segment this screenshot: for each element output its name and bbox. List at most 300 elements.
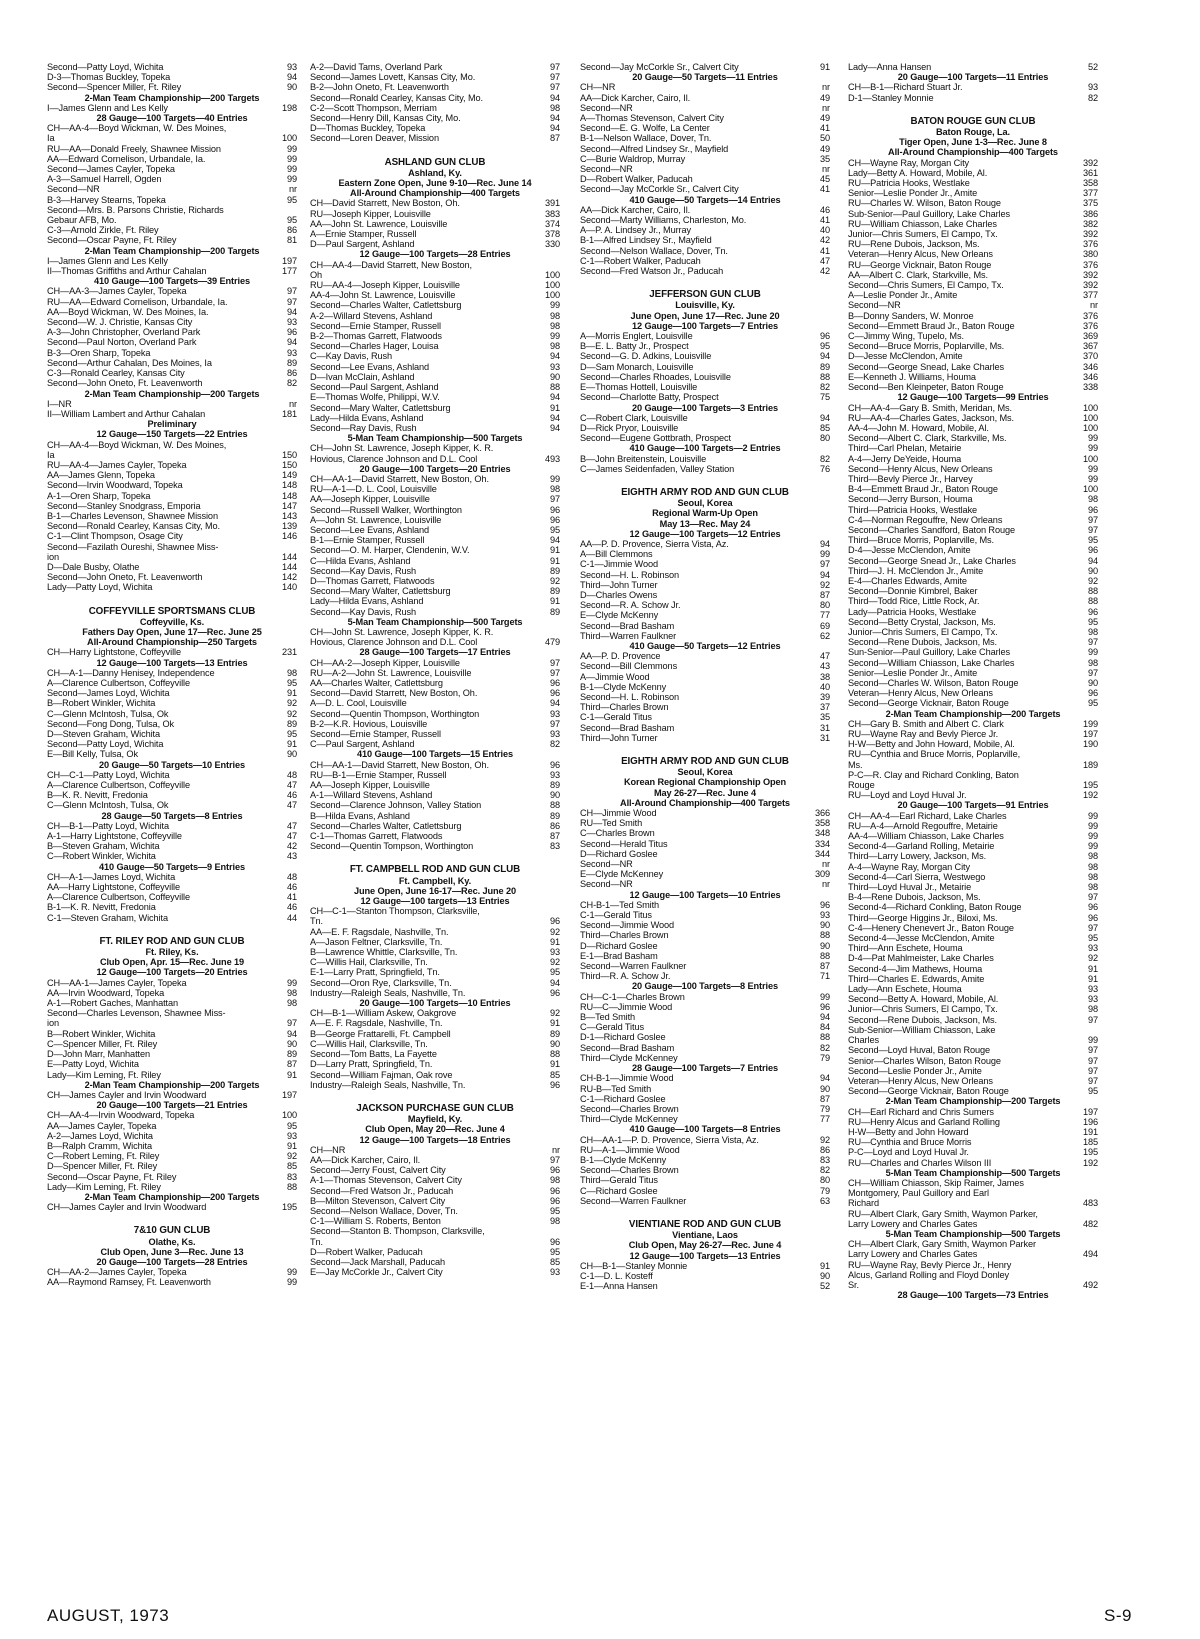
shooter-entry: AA—Irvin Woodward, Topeka: [47, 987, 165, 998]
shooter-entry: D—Thomas Buckley, Topeka: [310, 123, 426, 134]
result-row: [47, 1202, 297, 1212]
score: 93: [1087, 943, 1098, 954]
shooter-entry: C-3—Arnold Zirkle, Ft. Riley: [47, 225, 159, 236]
result-row: [848, 658, 1098, 668]
score: 96: [819, 1001, 830, 1012]
score: 50: [819, 133, 830, 144]
shooter-entry: D—Ivan McClain, Ashland: [310, 371, 415, 382]
shooter-entry: Second—Patty Loyd, Wichita: [47, 739, 164, 750]
result-row: [848, 943, 1098, 953]
result-row: [848, 423, 1098, 433]
result-row: [848, 474, 1098, 484]
score: 85: [819, 422, 830, 433]
score: 89: [286, 357, 297, 368]
shooter-entry: Second—Leslie Ponder Jr., Amite: [848, 1065, 982, 1076]
score: 99: [1087, 443, 1098, 454]
shooter-entry: B—Robert Winkler, Wichita: [47, 698, 156, 709]
shooter-entry: Second—Albert C. Clark, Starkville, Ms.: [848, 433, 1007, 444]
shooter-entry: Second—NR: [580, 102, 633, 113]
score: 92: [1087, 953, 1098, 964]
score: 100: [281, 1110, 297, 1121]
score: 377: [1082, 188, 1098, 199]
score: 99: [286, 1277, 297, 1288]
shooter-entry: C—Robert Leming, Ft. Riley: [47, 1151, 160, 1162]
score: 97: [1087, 922, 1098, 933]
score: 94: [549, 351, 560, 362]
result-row: [580, 849, 830, 859]
shooter-entry: II—William Lambert and Arthur Cahalan: [47, 408, 206, 419]
shooter-entry: Lady—Kim Leming, Ft. Riley: [47, 1181, 161, 1192]
shooter-entry: Second—Ernie Stamper, Russell: [310, 729, 441, 739]
shooter-entry: A-3—Samuel Harrell, Ogden: [47, 174, 162, 185]
score: 99: [1087, 647, 1098, 658]
event-subheading: 12 Gauge—100 Targets—13 Entries: [629, 1250, 781, 1261]
shooter-entry: Second—James Cayler, Topeka: [47, 164, 175, 175]
shooter-entry: E—Clyde McKenny: [580, 610, 659, 621]
shooter-entry: CH—NR: [310, 1144, 346, 1155]
result-row: [310, 770, 560, 780]
shooter-entry: AA—Joseph Kipper, Louisville: [310, 494, 430, 505]
result-row: [848, 1086, 1098, 1096]
result-row: [580, 372, 830, 382]
result-row: [310, 403, 560, 413]
shooter-entry: Second—Irvin Woodward, Topeka: [47, 480, 183, 491]
score: 376: [1082, 310, 1098, 321]
shooter-entry: C-3—Ronald Cearley, Kansas City: [47, 368, 185, 379]
result-row: [848, 923, 1098, 933]
shooter-entry: Second—Mary Walter, Catlettsburg: [310, 586, 451, 597]
result-row: [47, 72, 297, 82]
result-row: [47, 144, 297, 154]
shooter-entry: Second—Charles Walter, Catlettsburg: [310, 820, 462, 831]
result-row: [47, 647, 297, 657]
result-row: [310, 341, 560, 351]
shooter-entry: Third—Loyd Huval Jr., Metairie: [848, 882, 972, 893]
result-row: [310, 596, 560, 606]
result-row: [848, 984, 1098, 994]
shooter-entry: A-1—Robert Gaches, Manhattan: [47, 998, 178, 1009]
shooter-entry: Ia: [47, 449, 55, 460]
shooter-entry: D—Spencer Miller, Ft. Riley: [47, 1161, 158, 1172]
result-row: [580, 869, 830, 879]
score: 97: [1087, 1014, 1098, 1025]
shooter-entry: A-4—Jerry DeYeide, Houma: [848, 453, 962, 464]
result-row: [848, 647, 1098, 657]
result-row: [580, 818, 830, 828]
result-row: [47, 82, 297, 92]
score: 86: [819, 1144, 830, 1155]
result-row: [47, 225, 297, 235]
result-row: [848, 300, 1098, 310]
result-row: [580, 1261, 830, 1271]
score: 177: [281, 266, 297, 277]
shooter-entry: D—Dale Busby, Olathe: [47, 561, 140, 572]
score: 42: [819, 266, 830, 277]
score: 99: [549, 300, 560, 311]
result-row: [47, 749, 297, 759]
event-subheading: 410 Gauge—50 Targets—12 Entries: [629, 640, 781, 651]
shooter-entry: Second—Stanley Snodgrass, Emporia: [47, 500, 201, 511]
score: 90: [549, 371, 560, 382]
result-row: [580, 839, 830, 849]
score: 98: [1087, 861, 1098, 872]
result-row: [47, 1059, 297, 1069]
score: 376: [1082, 239, 1098, 250]
shooter-entry: CH—John St. Lawrence, Joseph Kipper, K. R.: [310, 443, 494, 454]
shooter-entry: Second—Donnie Kimbrel, Baker: [848, 586, 978, 597]
shooter-entry: CH—AA-1—James Cayler, Topeka: [47, 977, 187, 988]
shooter-entry: B-1—Alfred Lindsey Sr., Mayfield: [580, 235, 712, 246]
shooter-entry: Third—Bruce Morris, Poplarville, Ms.: [848, 535, 994, 546]
score: 82: [819, 1165, 830, 1176]
event-subheading: 12 Gauge—100 Targets—99 Entries: [897, 392, 1049, 403]
result-row: [848, 280, 1098, 290]
result-row: [580, 174, 830, 184]
result-row: [310, 311, 560, 321]
result-row: [47, 480, 297, 490]
score: 374: [544, 218, 560, 229]
result-row: [848, 270, 1098, 280]
result-row: [580, 93, 830, 103]
shooter-entry: C—Glenn McIntosh, Tulsa, Ok: [47, 708, 169, 719]
shooter-entry: E—Clyde McKenney: [580, 869, 664, 880]
shooter-entry: CH-B-1—Ted Smith: [580, 899, 660, 910]
event-subheading: 28 Gauge—100 Targets—73 Entries: [897, 1290, 1049, 1301]
shooter-entry: C—Robert Clark, Louisville: [580, 412, 688, 423]
shooter-entry: B-1—K. R. Nevitt, Fredonia: [47, 902, 156, 913]
shooter-entry: D—Robert Walker, Paducah: [310, 1246, 423, 1257]
result-row: [310, 1155, 560, 1165]
result-row: [580, 423, 830, 433]
score: 198: [281, 102, 297, 113]
shooter-entry: Second-4—Carl Sierra, Westwego: [848, 871, 986, 882]
shooter-entry: B—George Frattarelli, Ft. Campbell: [310, 1028, 451, 1039]
score: 492: [1082, 1279, 1098, 1290]
score: 190: [1082, 739, 1098, 750]
event-subheading: Club Open, June 3—Rec. June 13: [100, 1246, 244, 1257]
shooter-entry: Second—Fong Dong, Tulsa, Ok: [47, 718, 175, 729]
result-row: [580, 723, 830, 733]
result-row: [310, 290, 560, 300]
shooter-entry: C-1—D. L. Kosteff: [580, 1270, 653, 1281]
shooter-entry: CH—AA-4—Boyd Wickman, W. Des Moines,: [47, 123, 227, 134]
score: 378: [544, 229, 560, 240]
result-row: [848, 464, 1098, 474]
result-row: [310, 1070, 560, 1080]
result-row: [47, 821, 297, 831]
score: 97: [549, 82, 560, 93]
score: 98: [1087, 882, 1098, 893]
result-row: [310, 113, 560, 123]
shooter-entry: I—NR: [47, 398, 72, 409]
score: 41: [819, 184, 830, 195]
shooter-entry: B—Donny Sanders, W. Monroe: [848, 310, 974, 321]
result-row: [580, 362, 830, 372]
score: 91: [549, 1018, 560, 1029]
score: 87: [819, 961, 830, 972]
shooter-entry: Second—Jack Marshall, Paducah: [310, 1256, 445, 1267]
score: 195: [281, 1202, 297, 1213]
shooter-entry: Gebaur AFB, Mo.: [47, 215, 117, 226]
shooter-entry: Second—Clarence Johnson, Valley Station: [310, 800, 482, 811]
event-subheading: Preliminary: [147, 419, 197, 430]
score: 62: [819, 630, 830, 641]
result-row: [848, 1015, 1098, 1025]
result-row: [848, 1178, 1098, 1188]
score: 47: [286, 800, 297, 811]
result-row: [310, 484, 560, 494]
result-row: [310, 1039, 560, 1049]
score: 52: [1087, 62, 1098, 72]
score: 97: [1087, 637, 1098, 648]
shooter-entry: Second—Herald Titus: [580, 838, 668, 849]
score: 37: [819, 702, 830, 713]
result-row: [580, 971, 830, 981]
result-row: [848, 790, 1098, 800]
result-row: [310, 790, 560, 800]
shooter-entry: C—Robert Winkler, Wichita: [47, 851, 156, 862]
result-row: [580, 941, 830, 951]
shooter-entry: Tn.: [310, 1236, 323, 1247]
shooter-entry: Second—John Oneto, Ft. Leavenworth: [47, 572, 203, 583]
score: 96: [1087, 606, 1098, 617]
shooter-entry: Hovious, Clarence Johnson and D.L. Cool: [310, 453, 478, 464]
result-row: [310, 831, 560, 841]
shooter-entry: A-2—James Loyd, Wichita: [47, 1130, 153, 1141]
result-row: [310, 198, 560, 208]
result-row: [47, 902, 297, 912]
result-row: [310, 372, 560, 382]
score: 98: [1087, 494, 1098, 505]
score: 367: [1082, 341, 1098, 352]
shooter-entry: RU—Wayne Ray, Bevly Pierce Jr., Henry: [848, 1259, 1012, 1270]
result-row: [47, 800, 297, 810]
shooter-entry: Second—George Snead Jr., Lake Charles: [848, 555, 1016, 566]
result-row: [47, 913, 297, 923]
score: 94: [819, 351, 830, 362]
event-subheading: 5-Man Team Championship—500 Targets: [885, 1167, 1061, 1178]
score: 94: [819, 412, 830, 423]
result-row: [580, 879, 830, 889]
shooter-entry: Second—George Snead, Lake Charles: [848, 361, 1005, 372]
result-row: [848, 209, 1098, 219]
shooter-entry: Second—Chris Sumers, El Campo, Tx.: [848, 280, 1004, 291]
result-row: [848, 178, 1098, 188]
score: 41: [819, 215, 830, 226]
shooter-entry: Third—Carl Phelan, Metairie: [848, 443, 962, 454]
result-row: [47, 709, 297, 719]
result-row: [47, 872, 297, 882]
shooter-entry: CH—David Starrett, New Boston, Oh.: [310, 198, 460, 209]
result-row: [47, 1110, 297, 1120]
score: 97: [1087, 667, 1098, 678]
score: 95: [549, 524, 560, 535]
shooter-entry: Ms.: [848, 759, 863, 770]
shooter-entry: Second—Betty Crystal, Jackson, Ms.: [848, 616, 996, 627]
event-subheading: Seoul, Korea: [677, 498, 733, 509]
shooter-entry: H-W—Betty and John Howard: [848, 1126, 969, 1137]
result-row: [848, 1209, 1098, 1219]
result-row: [47, 235, 297, 245]
shooter-entry: CH—C-1—Patty Loyd, Wichita: [47, 769, 170, 780]
result-row: [848, 831, 1098, 841]
result-row: [310, 760, 560, 770]
score: 192: [1082, 1157, 1098, 1168]
score: 88: [549, 382, 560, 393]
shooter-entry: CH—James Cayler and Irvin Woodward: [47, 1089, 207, 1100]
score: 100: [1082, 484, 1098, 495]
score: 49: [819, 92, 830, 103]
result-row: [848, 688, 1098, 698]
result-row: [310, 494, 560, 504]
score: 97: [1087, 1075, 1098, 1086]
score: 79: [819, 1052, 830, 1063]
score: 144: [281, 561, 297, 572]
shooter-entry: AA—Dick Karcher, Cairo, Il.: [310, 1154, 421, 1165]
shooter-entry: RU—C—Jimmie Wood: [580, 1001, 673, 1012]
score: 195: [1082, 780, 1098, 791]
event-subheading: June Open, June 16-17—Rec. June 20: [353, 885, 517, 896]
result-row: [310, 739, 560, 749]
shooter-entry: Third—R. A. Schow Jr.: [580, 971, 671, 982]
shooter-entry: Second—Oscar Payne, Ft. Riley: [47, 1171, 177, 1182]
shooter-entry: Second—Nelson Wallace, Dover, Tn.: [310, 1205, 458, 1216]
result-row: [47, 790, 297, 800]
shooter-entry: B—Steven Graham, Wichita: [47, 841, 160, 852]
result-row: [848, 1219, 1098, 1229]
shooter-entry: CH—AA-4—Earl Richard, Lake Charles: [848, 810, 1007, 821]
score: 91: [1087, 973, 1098, 984]
result-row: [848, 1260, 1098, 1270]
score: 392: [1082, 229, 1098, 240]
result-row: [47, 1267, 297, 1277]
event-subheading: Olathe, Ks.: [148, 1236, 196, 1247]
results-column-4: [848, 62, 1098, 1300]
shooter-entry: RU—AA-4—Charles Gates, Jackson, Ms.: [848, 412, 1015, 423]
result-row: [310, 668, 560, 678]
result-row: [310, 392, 560, 402]
result-row: [848, 1004, 1098, 1014]
shooter-entry: CH—AA-1—David Starrett, New Boston, Oh.: [310, 473, 489, 484]
score: 494: [1082, 1249, 1098, 1260]
result-row: [47, 440, 297, 450]
shooter-entry: Lady—Kim Leming, Ft. Riley: [47, 1069, 161, 1080]
event-subheading: 20 Gauge—100 Targets—28 Entries: [96, 1256, 248, 1267]
result-row: [848, 198, 1098, 208]
score: 91: [549, 596, 560, 607]
score: 93: [549, 1267, 560, 1278]
result-row: [47, 348, 297, 358]
shooter-entry: Second—Bill Clemmons: [580, 661, 678, 672]
result-row: [848, 586, 1098, 596]
shooter-entry: Second—Ben Kleinpeter, Baton Rouge: [848, 382, 1004, 393]
shooter-entry: Second—Nelson Wallace, Dover, Tn.: [580, 245, 728, 256]
score: 97: [819, 559, 830, 570]
shooter-entry: RU—AA—Donald Freely, Shawnee Mission: [47, 143, 221, 154]
score: 100: [1082, 412, 1098, 423]
event-subheading: 5-Man Team Championship—500 Targets: [885, 1228, 1061, 1239]
score: 92: [286, 1151, 297, 1162]
result-row: [848, 484, 1098, 494]
result-row: [848, 617, 1098, 627]
score: 358: [814, 818, 830, 829]
score: 46: [286, 902, 297, 913]
score: 91: [549, 936, 560, 947]
result-row: [580, 1094, 830, 1104]
shooter-entry: C—Richard Goslee: [580, 1185, 658, 1196]
result-row: [47, 1172, 297, 1182]
score: 87: [549, 133, 560, 144]
shooter-entry: D-1—Richard Goslee: [580, 1032, 666, 1043]
event-subheading: Regional Warm-Up Open: [652, 508, 758, 519]
result-row: [47, 882, 297, 892]
score: 100: [281, 133, 297, 144]
shooter-entry: RU—B-1—Ernie Stamper, Russell: [310, 769, 447, 780]
results-column-1: [47, 62, 297, 1288]
result-row: [580, 672, 830, 682]
result-row: [848, 749, 1098, 759]
shooter-entry: C-1—Robert Walker, Paducah: [580, 255, 701, 266]
shooter-entry: Second—William Fajman, Oak rove: [310, 1069, 453, 1080]
score: 49: [819, 113, 830, 124]
shooter-entry: RU—Cynthia and Bruce Morris, Poplarville,: [848, 749, 1021, 760]
result-row: [580, 859, 830, 869]
event-subheading: 12 Gauge—100 Targets—12 Entries: [629, 528, 781, 539]
result-row: [310, 957, 560, 967]
result-row: [47, 286, 297, 296]
result-row: [47, 491, 297, 501]
score: 86: [549, 820, 560, 831]
shooter-entry: Second—Charles Hager, Louisa: [310, 341, 439, 352]
score: 98: [549, 310, 560, 321]
score: 99: [819, 549, 830, 560]
shooter-entry: AA—E. F. Ragsdale, Nashville, Tn.: [310, 926, 449, 937]
result-row: [580, 539, 830, 549]
score: 96: [549, 1195, 560, 1206]
score: 92: [549, 1008, 560, 1019]
result-row: [310, 82, 560, 92]
result-row: [580, 331, 830, 341]
result-row: [580, 1281, 830, 1291]
score: 92: [286, 698, 297, 709]
result-row: [310, 906, 560, 916]
score: 98: [549, 341, 560, 352]
result-row: [310, 535, 560, 545]
shooter-entry: A—Jason Feltner, Clarksville, Tn.: [310, 936, 443, 947]
result-row: [310, 1196, 560, 1206]
score: 43: [819, 661, 830, 672]
shooter-entry: A—Clarence Culbertson, Coffeyville: [47, 780, 190, 791]
event-subheading: 20 Gauge—50 Targets—11 Entries: [632, 72, 778, 83]
score: 189: [1082, 759, 1098, 770]
score: 392: [1082, 280, 1098, 291]
result-row: [47, 123, 297, 133]
result-row: [47, 358, 297, 368]
shooter-entry: E—Bill Kelly, Tulsa, Ok: [47, 749, 138, 760]
result-row: [47, 399, 297, 409]
shooter-entry: CH—AA-4—Gary B. Smith, Meridan, Ms.: [848, 402, 1012, 413]
result-row: [47, 698, 297, 708]
score: 100: [544, 290, 560, 301]
score: 83: [286, 1171, 297, 1182]
club-heading: BATON ROUGE GUN CLUB: [910, 115, 1036, 127]
result-row: [580, 62, 830, 72]
shooter-entry: RU—Joseph Kipper, Louisville: [310, 208, 431, 219]
shooter-entry: Second—Rene Dubois, Jackson, Ms.: [848, 1014, 997, 1025]
result-row: [47, 572, 297, 582]
shooter-entry: Second-4—Richard Conkling, Baton Rouge: [848, 902, 1022, 913]
event-subheading: 2-Man Team Championship—200 Targets: [84, 388, 260, 399]
